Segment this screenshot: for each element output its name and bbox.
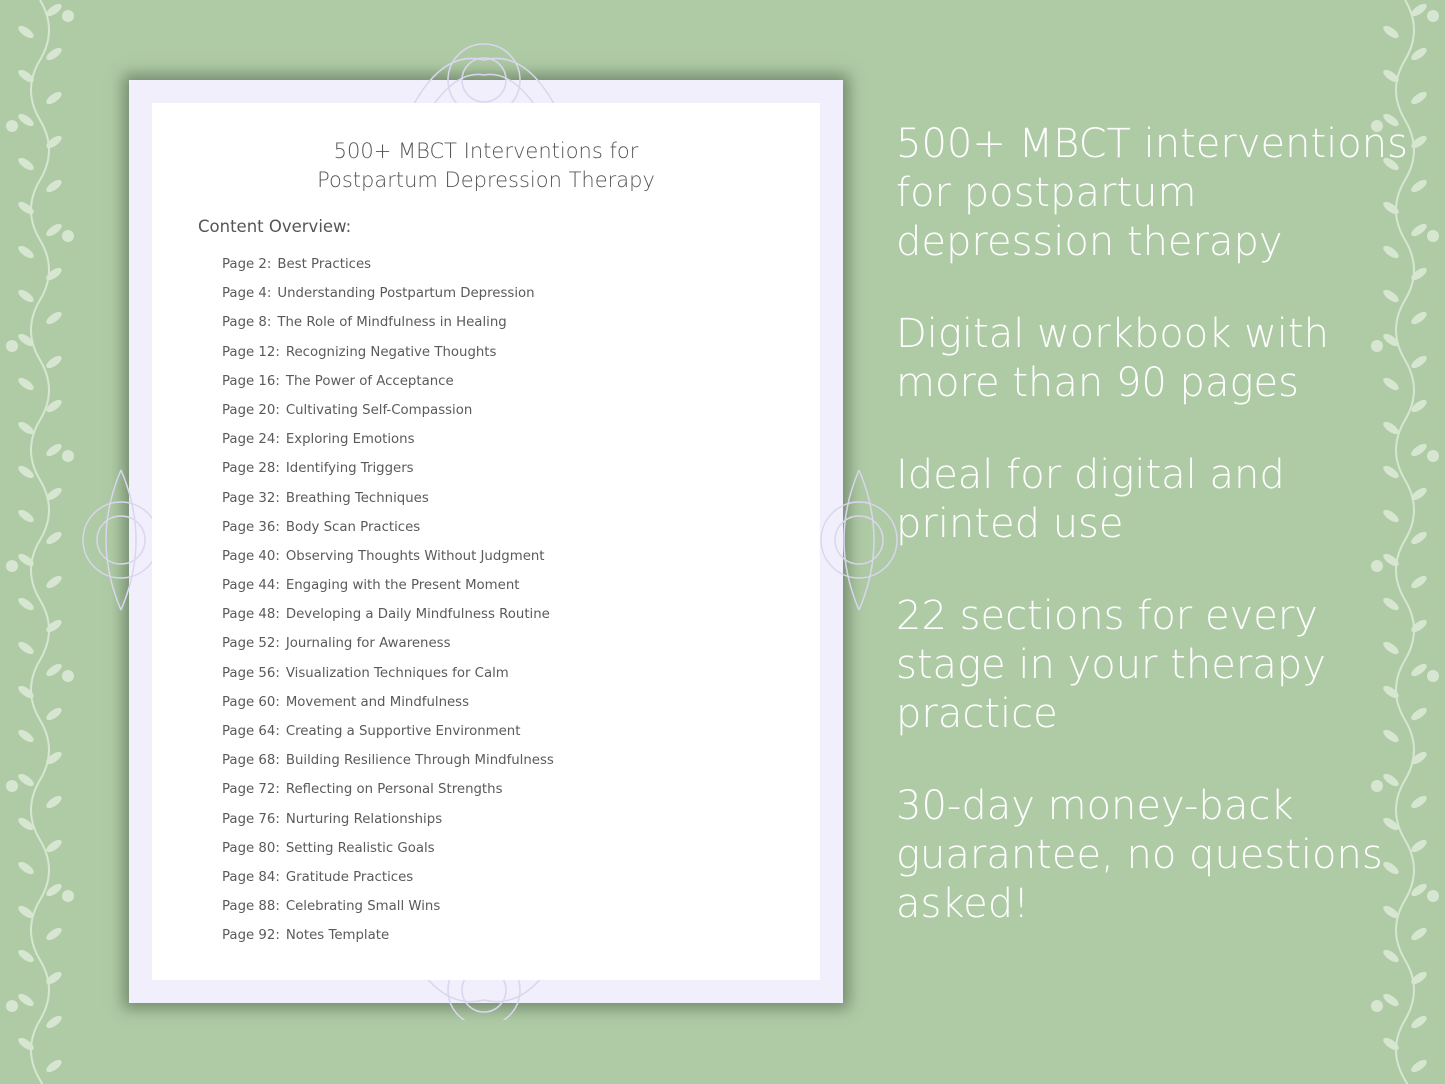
toc-item [222, 547, 554, 576]
content-overview-heading: Content Overview: [198, 217, 352, 236]
toc-section-title: Recognizing Negative Thoughts [285, 344, 497, 360]
toc-item [222, 634, 554, 663]
toc-page-number: Page 48: [222, 607, 280, 623]
toc-section-title: Visualization Techniques for Calm [285, 665, 509, 681]
toc-page-number: Page 12: [222, 344, 280, 360]
workbook-page-preview [129, 80, 843, 1003]
toc-page-number: Page 92: [222, 928, 280, 944]
toc-page-number: Page 36: [222, 519, 280, 535]
mandala-right-decoration [819, 460, 899, 620]
toc-page-number: Page 68: [222, 753, 280, 769]
toc-section-title: Movement and Mindfulness [285, 694, 470, 710]
feature-text: 30-day money-back guarantee, no questions asked! [896, 783, 1383, 927]
toc-section-title: Observing Thoughts Without Judgment [285, 548, 545, 564]
workbook-title [152, 137, 820, 195]
workbook-title-line-1: 500+ MBCT Interventions for [333, 139, 639, 163]
mandala-left-decoration [81, 460, 161, 620]
table-of-contents [222, 255, 554, 956]
toc-item [222, 489, 554, 518]
toc-section-title: Notes Template [285, 928, 390, 944]
toc-page-number: Page 60: [222, 694, 280, 710]
toc-item [222, 576, 554, 605]
toc-page-number: Page 88: [222, 899, 280, 915]
toc-item [222, 605, 554, 634]
toc-section-title: Journaling for Awareness [285, 636, 451, 652]
toc-item [222, 343, 554, 372]
toc-item [222, 926, 554, 955]
toc-item [222, 518, 554, 547]
toc-item [222, 459, 554, 488]
toc-page-number: Page 44: [222, 578, 280, 594]
toc-page-number: Page 24: [222, 432, 280, 448]
toc-section-title: Best Practices [277, 257, 372, 272]
toc-item [222, 313, 554, 342]
toc-item [222, 430, 554, 459]
toc-page-number: Page 84: [222, 869, 280, 885]
toc-item [222, 751, 554, 780]
toc-item [222, 868, 554, 897]
toc-page-number: Page 4: [222, 286, 272, 302]
feature-text: Digital workbook with more than 90 pages [896, 311, 1329, 406]
feature-text: 22 sections for every stage in your therapy practice [896, 593, 1326, 737]
toc-section-title: The Power of Acceptance [285, 373, 454, 389]
toc-page-number: Page 20: [222, 402, 280, 418]
toc-item [222, 372, 554, 401]
feature-text: 500+ MBCT interventions for postpartum depression therapy [896, 121, 1408, 265]
floral-vine-left-decoration [0, 0, 90, 1084]
toc-page-number: Page 40: [222, 548, 280, 564]
toc-item [222, 255, 554, 284]
toc-page-number: Page 16: [222, 373, 280, 389]
toc-section-title: Identifying Triggers [285, 461, 414, 477]
toc-section-title: Reflecting on Personal Strengths [285, 782, 503, 798]
toc-page-number: Page 32: [222, 490, 280, 506]
toc-item [222, 897, 554, 926]
toc-section-title: Exploring Emotions [285, 432, 415, 448]
toc-item [222, 839, 554, 868]
toc-section-title: Gratitude Practices [285, 869, 414, 885]
toc-item [222, 401, 554, 430]
toc-section-title: Building Resilience Through Mindfulness [285, 753, 554, 769]
toc-section-title: Developing a Daily Mindfulness Routine [285, 607, 550, 623]
toc-page-number: Page 2: [222, 257, 272, 272]
toc-page-number: Page 8: [222, 315, 272, 331]
workbook-page-sheet [152, 103, 820, 980]
toc-item [222, 780, 554, 809]
toc-page-number: Page 80: [222, 840, 280, 856]
toc-section-title: Setting Realistic Goals [285, 840, 435, 856]
toc-section-title: Nurturing Relationships [285, 811, 443, 827]
toc-page-number: Page 64: [222, 724, 280, 739]
toc-item [222, 664, 554, 693]
toc-page-number: Page 52: [222, 636, 280, 652]
toc-section-title: Engaging with the Present Moment [285, 578, 520, 594]
toc-section-title: The Role of Mindfulness in Healing [277, 315, 507, 331]
toc-item [222, 693, 554, 722]
toc-item [222, 810, 554, 839]
feature-list [896, 120, 1416, 972]
toc-page-number: Page 76: [222, 811, 280, 827]
toc-page-number: Page 56: [222, 665, 280, 681]
toc-item [222, 722, 554, 751]
toc-page-number: Page 28: [222, 461, 280, 477]
toc-section-title: Breathing Techniques [285, 490, 429, 506]
toc-item [222, 284, 554, 313]
mandala-top-decoration [384, 40, 584, 104]
toc-section-title: Understanding Postpartum Depression [277, 286, 535, 302]
toc-page-number: Page 72: [222, 782, 280, 798]
toc-section-title: Celebrating Small Wins [285, 899, 441, 915]
toc-section-title: Cultivating Self-Compassion [285, 402, 473, 418]
workbook-title-line-2: Postpartum Depression Therapy [317, 168, 655, 192]
toc-section-title: Creating a Supportive Environment [285, 724, 521, 739]
toc-section-title: Body Scan Practices [285, 519, 421, 535]
feature-text: Ideal for digital and printed use [896, 452, 1285, 547]
